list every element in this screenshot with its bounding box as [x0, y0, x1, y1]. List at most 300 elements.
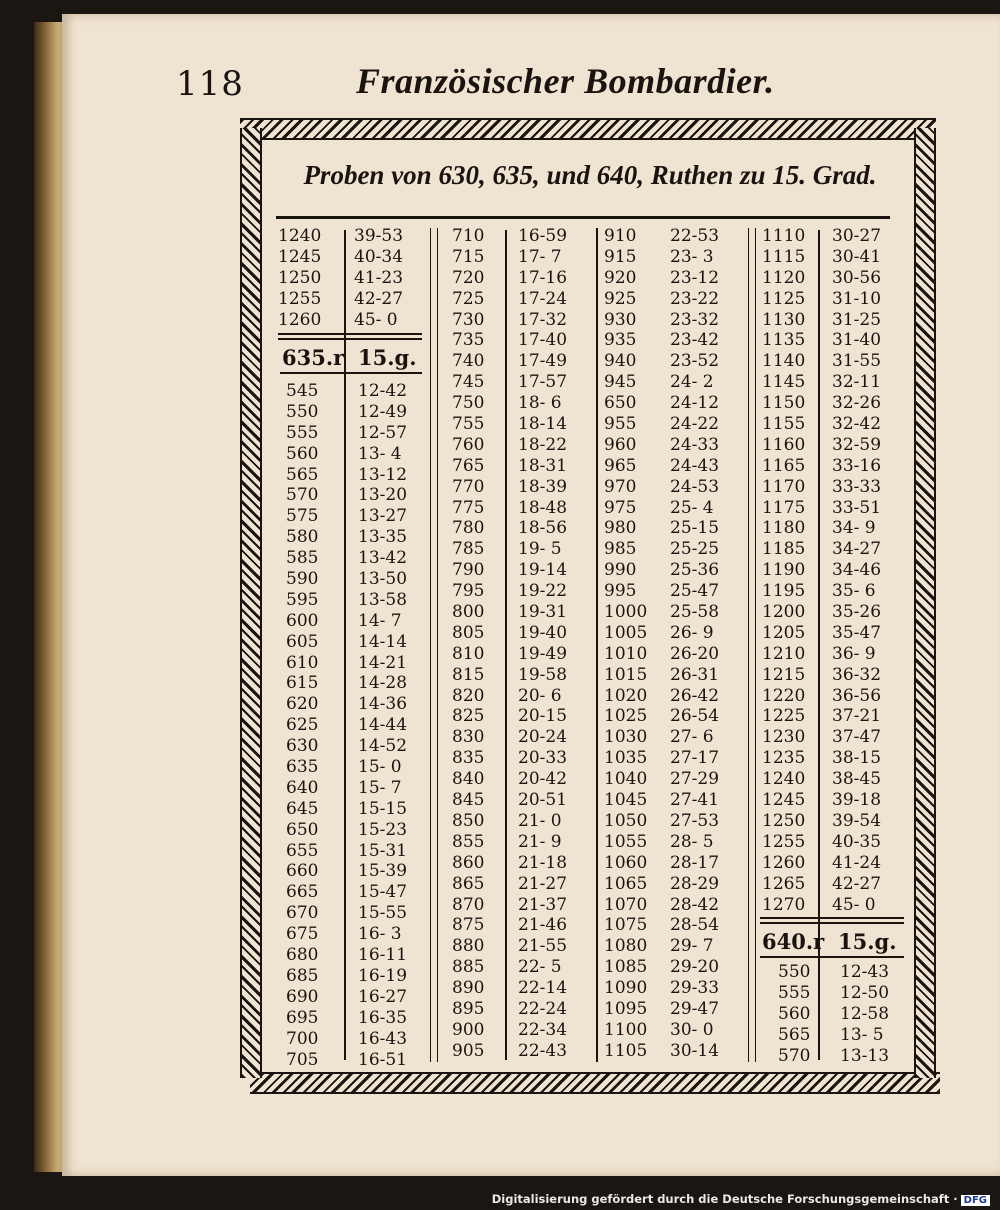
table-cell: 18-14 — [518, 414, 568, 435]
table-cell: 15-23 — [358, 819, 408, 840]
table-cell: 1215 — [762, 664, 806, 685]
col1-grad — [358, 381, 420, 1070]
table-cell: 960 — [604, 434, 637, 455]
table-cell: 875 — [452, 915, 485, 936]
table-cell: 18- 6 — [518, 393, 562, 414]
table-cell: 675 — [286, 924, 319, 945]
subhead-rule-left-top — [278, 333, 422, 335]
table-cell: 1230 — [762, 727, 806, 748]
col1-inner-divider — [344, 230, 346, 1060]
footer-text: Digitalisierung gefördert durch die Deutsche Forschungsgemeinschaft · — [491, 1192, 958, 1206]
table-cell: 15- 7 — [358, 777, 402, 798]
table-cell: 25-47 — [670, 581, 720, 602]
table-cell: 805 — [452, 622, 485, 643]
table-cell: 13-20 — [358, 485, 408, 506]
subhead-right-grad: 15.g. — [838, 929, 897, 954]
col1-top-grad — [354, 226, 414, 330]
table-cell: 720 — [452, 267, 485, 288]
table-cell: 1045 — [604, 790, 648, 811]
table-cell: 26-20 — [670, 643, 720, 664]
table-cell: 14-21 — [358, 652, 408, 673]
table-title: Proben von 630, 635, und 640, Ruthen zu 15. Grad. — [303, 160, 877, 190]
table-cell: 36-32 — [832, 664, 882, 685]
table-cell: 17-49 — [518, 351, 568, 372]
subhead-rule-left-top2 — [278, 338, 422, 340]
table-cell: 1125 — [762, 288, 806, 309]
table-cell: 1010 — [604, 643, 648, 664]
frame-left-border — [240, 128, 262, 1078]
col3-col4-divider — [748, 228, 756, 1062]
table-cell: 1075 — [604, 915, 648, 936]
table-cell: 20-24 — [518, 727, 568, 748]
table-cell: 1170 — [762, 476, 806, 497]
table-cell: 19-49 — [518, 643, 568, 664]
table-cell: 34- 9 — [832, 518, 876, 539]
table-cell: 29-47 — [670, 998, 720, 1019]
table-cell: 1155 — [762, 414, 806, 435]
table-cell: 28-29 — [670, 873, 720, 894]
table-cell: 895 — [452, 998, 485, 1019]
page-header — [176, 60, 916, 112]
table-cell: 31-55 — [832, 351, 882, 372]
table-cell: 40-35 — [832, 831, 882, 852]
running-title: Französischer Bombardier. — [356, 61, 775, 101]
table-cell: 25-36 — [670, 560, 720, 581]
table-cell: 1270 — [762, 894, 806, 915]
table-cell: 570 — [286, 485, 319, 506]
table-cell: 955 — [604, 414, 637, 435]
table-cell: 16-11 — [358, 945, 408, 966]
table-cell: 23-42 — [670, 330, 720, 351]
col3-grad — [670, 226, 732, 1062]
table-cell: 980 — [604, 518, 637, 539]
table-cell: 1080 — [604, 936, 648, 957]
table-cell: 570 — [778, 1045, 811, 1066]
table-cell: 26- 9 — [670, 622, 714, 643]
table-cell: 23-52 — [670, 351, 720, 372]
table-cell: 1260 — [278, 309, 322, 330]
table-cell: 27-17 — [670, 748, 720, 769]
table-cell: 1115 — [762, 246, 806, 267]
table-cell: 13-58 — [358, 589, 408, 610]
table-cell: 815 — [452, 664, 485, 685]
table-cell: 1165 — [762, 455, 806, 476]
table-cell: 21- 0 — [518, 810, 562, 831]
table-cell: 1145 — [762, 372, 806, 393]
table-cell: 18-56 — [518, 518, 568, 539]
col2-inner-divider — [505, 230, 507, 1060]
table-cell: 660 — [286, 861, 319, 882]
page-number: 118 — [176, 64, 244, 104]
table-cell: 16- 3 — [358, 924, 402, 945]
table-cell: 32-26 — [832, 393, 882, 414]
table-cell: 24-43 — [670, 455, 720, 476]
table-cell: 920 — [604, 267, 637, 288]
table-cell: 890 — [452, 978, 485, 999]
table-cell: 820 — [452, 685, 485, 706]
table-cell: 25-58 — [670, 602, 720, 623]
table-cell: 30-41 — [832, 246, 882, 267]
col2-ruthen — [452, 226, 500, 1062]
table-cell: 1205 — [762, 622, 806, 643]
subhead-rule-right-top — [760, 917, 904, 919]
table-cell: 14-44 — [358, 715, 408, 736]
table-cell: 40-34 — [354, 246, 404, 267]
table-cell: 34-46 — [832, 560, 882, 581]
table-cell: 12-50 — [840, 982, 890, 1003]
table-cell: 655 — [286, 840, 319, 861]
table-cell: 30-27 — [832, 226, 882, 246]
table-cell: 38-15 — [832, 748, 882, 769]
table-cell: 725 — [452, 288, 485, 309]
table-cell: 1070 — [604, 894, 648, 915]
dfg-logo: DFG — [961, 1195, 990, 1206]
table-cell: 1240 — [278, 226, 322, 246]
table-cell: 840 — [452, 769, 485, 790]
table-cell: 620 — [286, 694, 319, 715]
table-cell: 1160 — [762, 434, 806, 455]
table-cell: 990 — [604, 560, 637, 581]
table-cell: 850 — [452, 810, 485, 831]
table-cell: 1055 — [604, 831, 648, 852]
table-cell: 550 — [778, 962, 811, 982]
col1-col2-divider — [430, 228, 438, 1062]
table-cell: 835 — [452, 748, 485, 769]
table-cell: 20- 6 — [518, 685, 562, 706]
table-cell: 1265 — [762, 873, 806, 894]
table-cell: 905 — [452, 1040, 485, 1061]
table-cell: 12-42 — [358, 381, 408, 401]
table-cell: 18-22 — [518, 434, 568, 455]
col2-grad — [518, 226, 580, 1062]
col3-ruthen — [604, 226, 656, 1062]
table-cell: 1250 — [278, 267, 322, 288]
table-cell: 1255 — [278, 288, 322, 309]
frame-top-border — [240, 118, 936, 140]
table-cell: 585 — [286, 548, 319, 569]
table-cell: 41-23 — [354, 267, 404, 288]
table-cell: 28-17 — [670, 852, 720, 873]
table-cell: 27-29 — [670, 769, 720, 790]
table-cell: 545 — [286, 381, 319, 401]
table-cell: 25-25 — [670, 539, 720, 560]
col1-top-ruthen — [278, 226, 328, 330]
table-cell: 22-34 — [518, 1019, 568, 1040]
table-cell: 735 — [452, 330, 485, 351]
table-cell: 12-57 — [358, 422, 408, 443]
table-cell: 23-12 — [670, 267, 720, 288]
table-cell: 39-54 — [832, 810, 882, 831]
table-cell: 1015 — [604, 664, 648, 685]
table-cell: 930 — [604, 309, 637, 330]
table-cell: 30-56 — [832, 267, 882, 288]
table-cell: 18-48 — [518, 497, 568, 518]
table-cell: 38-45 — [832, 769, 882, 790]
table-cell: 21-55 — [518, 936, 568, 957]
table-cell: 13-35 — [358, 527, 408, 548]
table-cell: 910 — [604, 226, 637, 246]
table-cell: 14- 7 — [358, 610, 402, 631]
table-cell: 925 — [604, 288, 637, 309]
col4-grad — [832, 226, 894, 915]
table-cell: 35-26 — [832, 602, 882, 623]
table-cell: 15-55 — [358, 903, 408, 924]
table-cell: 15- 0 — [358, 757, 402, 778]
table-cell: 565 — [286, 464, 319, 485]
table-cell: 19-31 — [518, 602, 568, 623]
table-cell: 12-58 — [840, 1003, 890, 1024]
table-cell: 39-18 — [832, 790, 882, 811]
table-cell: 995 — [604, 581, 637, 602]
table-cell: 13- 4 — [358, 443, 402, 464]
table-cell: 20-42 — [518, 769, 568, 790]
table-cell: 615 — [286, 673, 319, 694]
table-cell: 785 — [452, 539, 485, 560]
table-cell: 17-16 — [518, 267, 568, 288]
frame-bottom-border — [250, 1072, 940, 1094]
table-cell: 37-47 — [832, 727, 882, 748]
table-cell: 24-12 — [670, 393, 720, 414]
table-cell: 29-33 — [670, 978, 720, 999]
table-cell: 33-16 — [832, 455, 882, 476]
table-cell: 15-39 — [358, 861, 408, 882]
table-cell: 605 — [286, 631, 319, 652]
table-cell: 645 — [286, 798, 319, 819]
table-cell: 1220 — [762, 685, 806, 706]
table-cell: 860 — [452, 852, 485, 873]
table-cell: 555 — [778, 982, 811, 1003]
table-cell: 1255 — [762, 831, 806, 852]
table-cell: 1040 — [604, 769, 648, 790]
col2-col3-divider — [596, 228, 598, 1062]
table-cell: 26-31 — [670, 664, 720, 685]
table-cell: 16-43 — [358, 1028, 408, 1049]
subhead-rule-right-top2 — [760, 922, 904, 924]
table-cell: 27-53 — [670, 810, 720, 831]
table-cell: 555 — [286, 422, 319, 443]
table-cell: 16-35 — [358, 1007, 408, 1028]
table-cell: 15-47 — [358, 882, 408, 903]
table-cell: 1245 — [278, 246, 322, 267]
table-cell: 1100 — [604, 1019, 648, 1040]
table-cell: 12-43 — [840, 962, 890, 982]
table-cell: 1240 — [762, 769, 806, 790]
table-cell: 20-51 — [518, 790, 568, 811]
table-cell: 755 — [452, 414, 485, 435]
table-cell: 1030 — [604, 727, 648, 748]
table-cell: 800 — [452, 602, 485, 623]
table-cell: 32-11 — [832, 372, 882, 393]
col4-bottom-ruthen — [778, 962, 822, 1066]
table-cell: 24- 2 — [670, 372, 714, 393]
table-cell: 795 — [452, 581, 485, 602]
table-cell: 21- 9 — [518, 831, 562, 852]
table-cell: 1135 — [762, 330, 806, 351]
subhead-left-ruthen: 635.r — [282, 345, 345, 370]
table-cell: 21-37 — [518, 894, 568, 915]
table-cell: 32-42 — [832, 414, 882, 435]
table-cell: 760 — [452, 434, 485, 455]
table-cell: 1235 — [762, 748, 806, 769]
table-cell: 625 — [286, 715, 319, 736]
table-cell: 1190 — [762, 560, 806, 581]
table-cell: 970 — [604, 476, 637, 497]
table-cell: 560 — [286, 443, 319, 464]
table-cell: 14-36 — [358, 694, 408, 715]
table-cell: 1195 — [762, 581, 806, 602]
table-cell: 36- 9 — [832, 643, 876, 664]
table-cell: 1140 — [762, 351, 806, 372]
table-cell: 29- 7 — [670, 936, 714, 957]
table-cell: 17-40 — [518, 330, 568, 351]
table-cell: 26-54 — [670, 706, 720, 727]
table-cell: 830 — [452, 727, 485, 748]
table-cell: 1250 — [762, 810, 806, 831]
table-cell: 28-54 — [670, 915, 720, 936]
table-cell: 870 — [452, 894, 485, 915]
table-cell: 1260 — [762, 852, 806, 873]
table-cell: 16-51 — [358, 1049, 408, 1070]
table-cell: 22- 5 — [518, 957, 562, 978]
table-cell: 1105 — [604, 1040, 648, 1061]
table-cell: 790 — [452, 560, 485, 581]
table-cell: 865 — [452, 873, 485, 894]
table-cell: 665 — [286, 882, 319, 903]
table-cell: 17- 7 — [518, 246, 562, 267]
table-cell: 13-12 — [358, 464, 408, 485]
table-cell: 23-22 — [670, 288, 720, 309]
table-cell: 1200 — [762, 602, 806, 623]
col4-ruthen — [762, 226, 810, 915]
table-cell: 710 — [452, 226, 485, 246]
table-cell: 915 — [604, 246, 637, 267]
table-cell: 17-24 — [518, 288, 568, 309]
table-cell: 1130 — [762, 309, 806, 330]
table-cell: 26-42 — [670, 685, 720, 706]
table-cell: 30-14 — [670, 1040, 720, 1061]
table-cell: 635 — [286, 757, 319, 778]
table-cell: 855 — [452, 831, 485, 852]
table-cell: 965 — [604, 455, 637, 476]
table-cell: 28- 5 — [670, 831, 714, 852]
table-cell: 15-31 — [358, 840, 408, 861]
table-cell: 1225 — [762, 706, 806, 727]
table-cell: 20-33 — [518, 748, 568, 769]
table-cell: 880 — [452, 936, 485, 957]
table-cell: 550 — [286, 401, 319, 422]
table-cell: 765 — [452, 455, 485, 476]
table-cell: 1110 — [762, 226, 806, 246]
table-cell: 28-42 — [670, 894, 720, 915]
table-cell: 13-27 — [358, 506, 408, 527]
table-cell: 35-47 — [832, 622, 882, 643]
table-cell: 1175 — [762, 497, 806, 518]
table-cell: 22-24 — [518, 998, 568, 1019]
table-cell: 565 — [778, 1024, 811, 1045]
table-cell: 940 — [604, 351, 637, 372]
table-cell: 775 — [452, 497, 485, 518]
table-cell: 42-27 — [354, 288, 404, 309]
table-cell: 750 — [452, 393, 485, 414]
subhead-right-ruthen: 640.r — [762, 929, 825, 954]
table-cell: 595 — [286, 589, 319, 610]
table-cell: 15-15 — [358, 798, 408, 819]
table-cell: 685 — [286, 965, 319, 986]
table-cell: 24-53 — [670, 476, 720, 497]
table-cell: 1245 — [762, 790, 806, 811]
table-cell: 21-27 — [518, 873, 568, 894]
table-cell: 22-14 — [518, 978, 568, 999]
table-cell: 695 — [286, 1007, 319, 1028]
table-cell: 24-22 — [670, 414, 720, 435]
table-cell: 1090 — [604, 978, 648, 999]
table-cell: 34-27 — [832, 539, 882, 560]
table-cell: 22-53 — [670, 226, 720, 246]
table-cell: 1000 — [604, 602, 648, 623]
table-cell: 36-56 — [832, 685, 882, 706]
table-cell: 1120 — [762, 267, 806, 288]
table-cell: 580 — [286, 527, 319, 548]
table-cell: 885 — [452, 957, 485, 978]
table-cell: 705 — [286, 1049, 319, 1070]
table-cell: 19-22 — [518, 581, 568, 602]
table-cell: 31-40 — [832, 330, 882, 351]
table-cell: 935 — [604, 330, 637, 351]
table-cell: 650 — [286, 819, 319, 840]
table-cell: 13-50 — [358, 569, 408, 590]
table-cell: 1095 — [604, 998, 648, 1019]
table-cell: 16-59 — [518, 226, 568, 246]
table-cell: 16-19 — [358, 965, 408, 986]
subhead-left-grad: 15.g. — [358, 345, 417, 370]
table-cell: 780 — [452, 518, 485, 539]
table-cell: 1185 — [762, 539, 806, 560]
table-cell: 37-21 — [832, 706, 882, 727]
table-cell: 900 — [452, 1019, 485, 1040]
table-cell: 27-41 — [670, 790, 720, 811]
table-cell: 1150 — [762, 393, 806, 414]
table-cell: 1085 — [604, 957, 648, 978]
table-cell: 18-39 — [518, 476, 568, 497]
table-cell: 33-51 — [832, 497, 882, 518]
table-cell: 19- 5 — [518, 539, 562, 560]
table-cell: 35- 6 — [832, 581, 876, 602]
table-cell: 20-15 — [518, 706, 568, 727]
table-cell: 1020 — [604, 685, 648, 706]
table-cell: 19-58 — [518, 664, 568, 685]
table-cell: 14-52 — [358, 736, 408, 757]
table-cell: 42-27 — [832, 873, 882, 894]
table-cell: 25- 4 — [670, 497, 714, 518]
table-cell: 23-32 — [670, 309, 720, 330]
table-cell: 1025 — [604, 706, 648, 727]
subhead-rule-left-bottom — [280, 372, 422, 374]
table-cell: 22-43 — [518, 1040, 568, 1061]
table-cell: 650 — [604, 393, 637, 414]
table-cell: 600 — [286, 610, 319, 631]
table-cell: 21-46 — [518, 915, 568, 936]
table-cell: 1035 — [604, 748, 648, 769]
table-cell: 17-57 — [518, 372, 568, 393]
subhead-rule-right-bottom — [760, 956, 904, 958]
col4-bottom-grad — [840, 962, 902, 1066]
table-cell: 13- 5 — [840, 1024, 884, 1045]
table-cell: 14-28 — [358, 673, 408, 694]
table-cell: 680 — [286, 945, 319, 966]
table-cell: 1180 — [762, 518, 806, 539]
table-cell: 745 — [452, 372, 485, 393]
table-cell: 1050 — [604, 810, 648, 831]
